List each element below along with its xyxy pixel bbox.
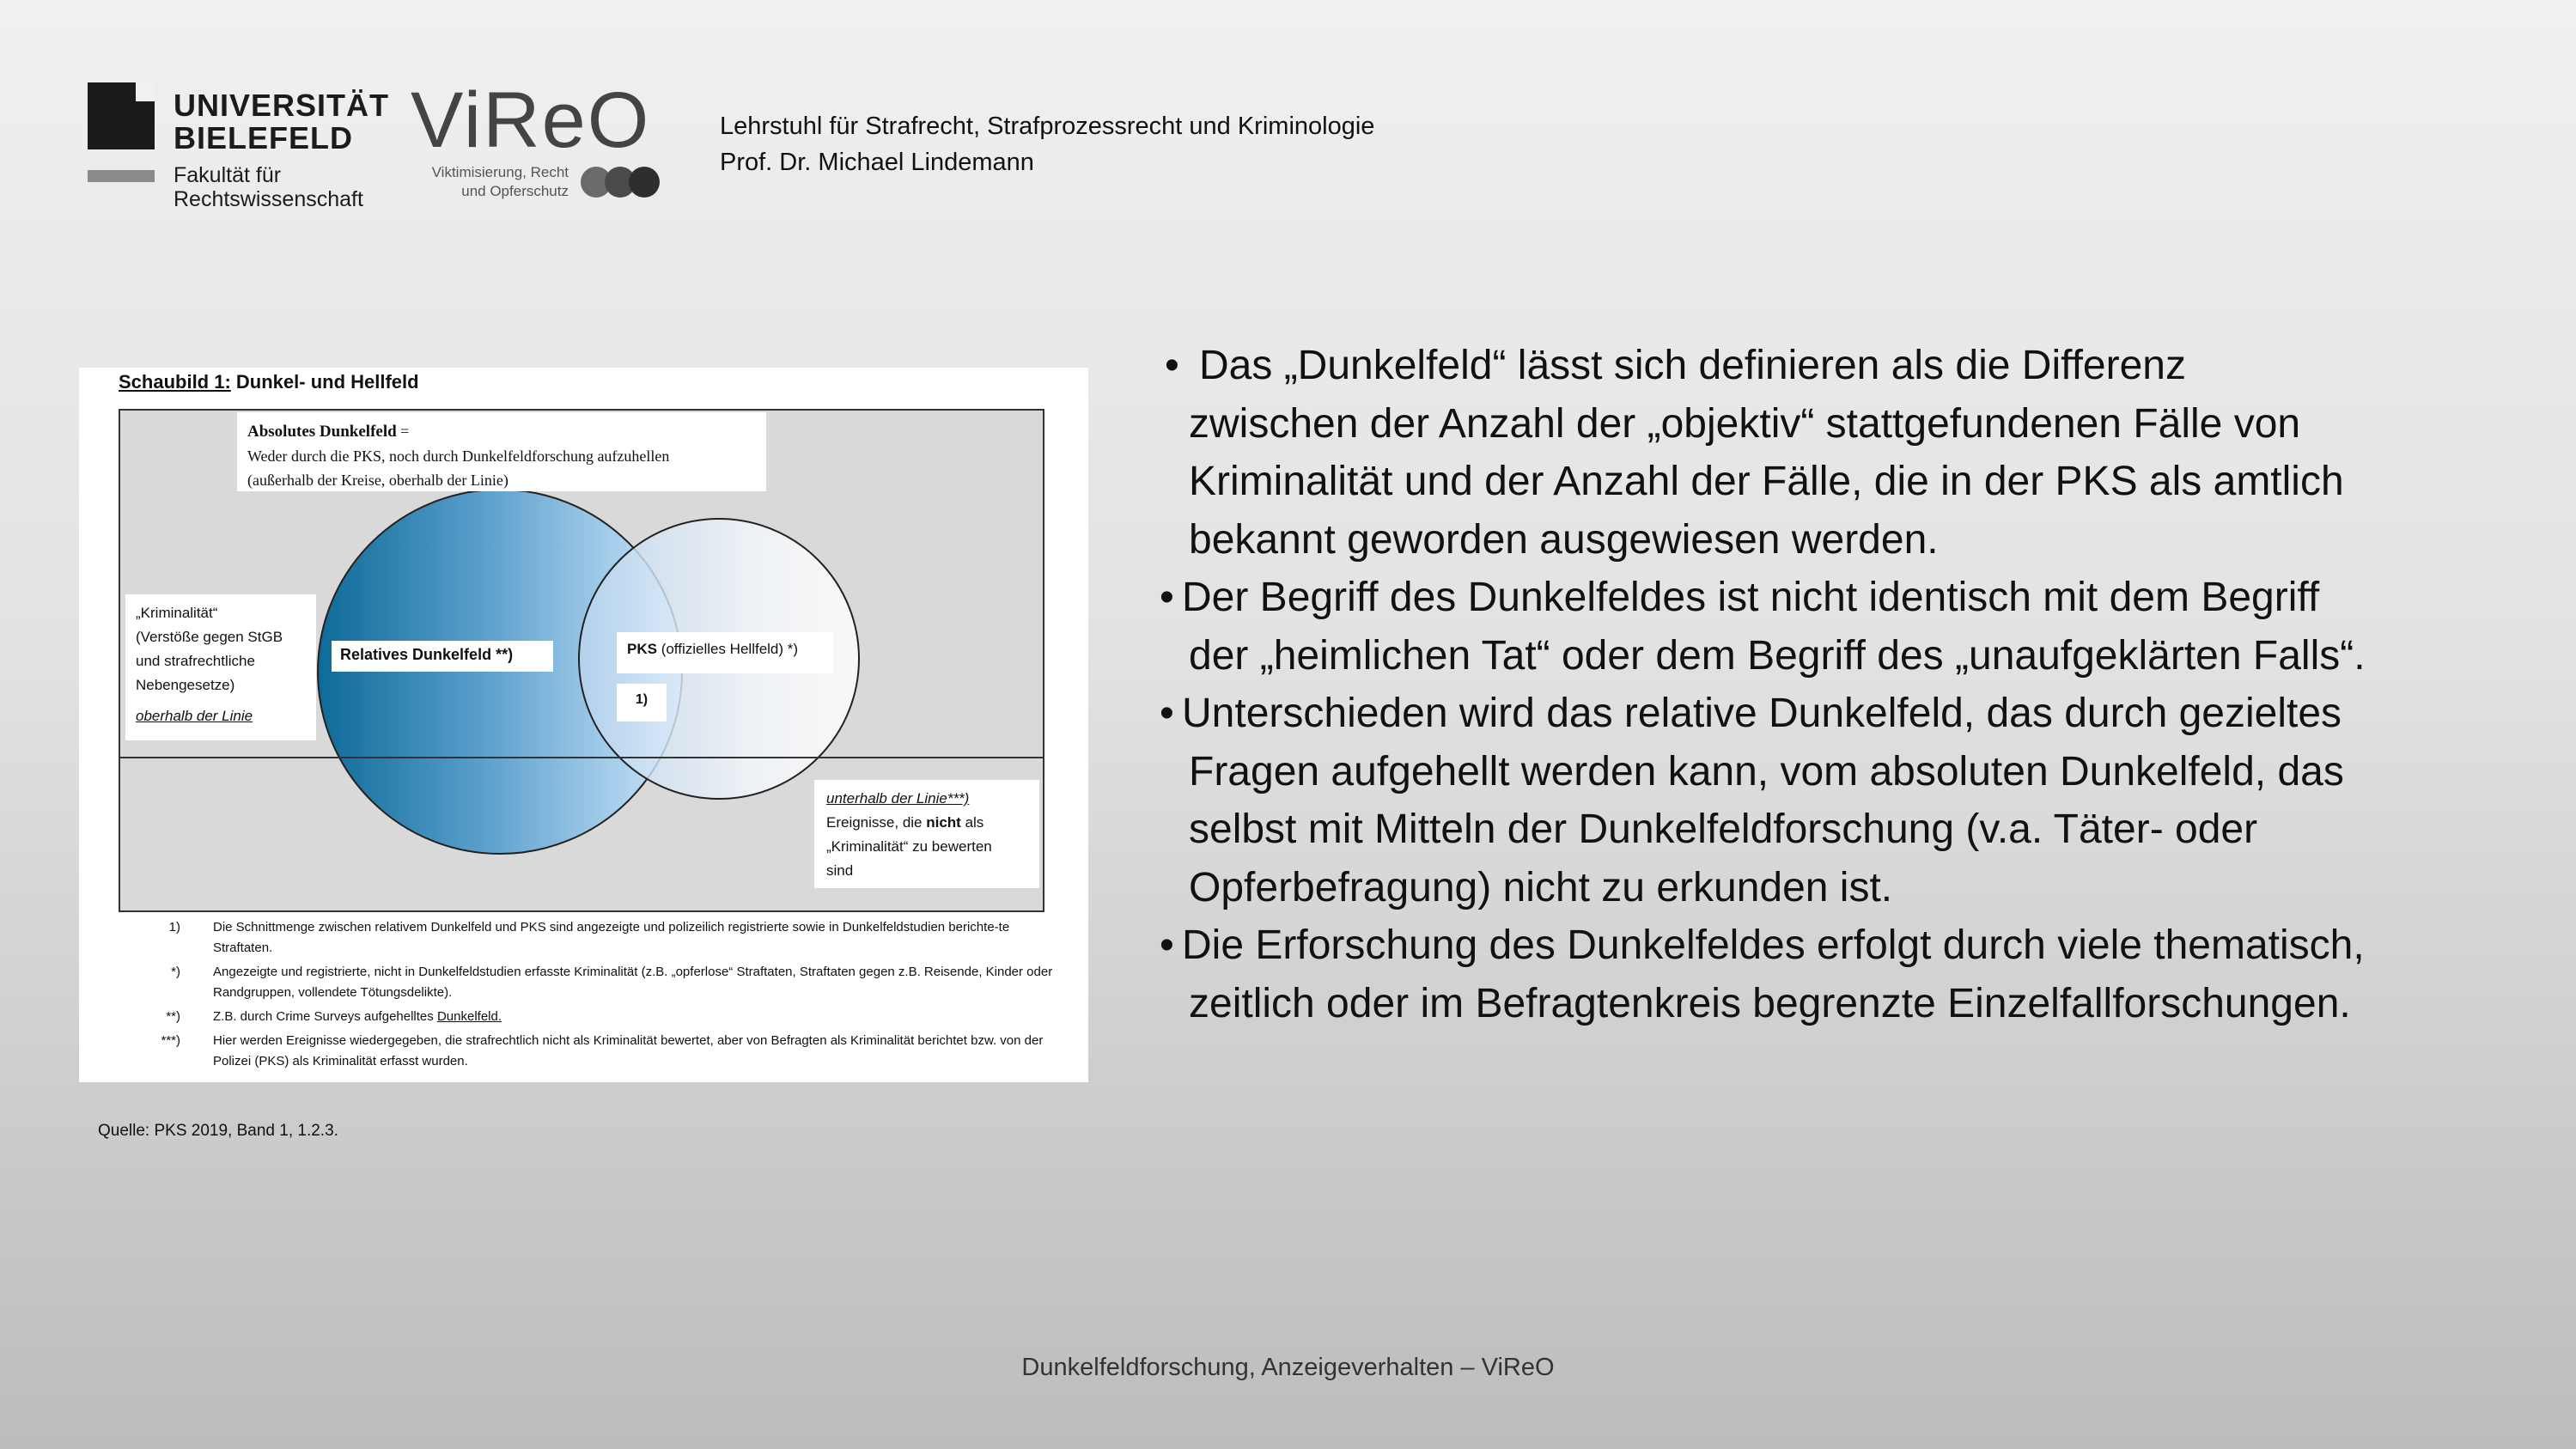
unter-line1: unterhalb der Linie***): [826, 790, 970, 807]
footnote-text-underlined: Dunkelfeld.: [436, 1009, 502, 1024]
absolute-dunkelfeld-label: [237, 412, 766, 491]
footnote: [127, 962, 1055, 1003]
bullet-item: [1160, 337, 2551, 569]
dunkelfeld-diagram: [79, 368, 1088, 1082]
bullet-line: Unterschieden wird das relative Dunkelfeld, das durch gezieltes: [1182, 691, 2342, 736]
diagram-title-prefix: Schaubild 1:: [119, 371, 231, 393]
footnote-mark: ***): [161, 1033, 180, 1048]
diagram-title-rest: Dunkel- und Hellfeld: [230, 371, 419, 393]
bullet-line: bekannt geworden ausgewiesen werden.: [1189, 516, 1939, 563]
unter-line2b: nicht: [926, 814, 961, 831]
university-name: UNIVERSITÄT BIELEFELD: [174, 88, 390, 155]
source-citation: Quelle: PKS 2019, Band 1, 1.2.3.: [98, 1122, 338, 1140]
bullet-list: [1160, 337, 2551, 1032]
footnote-mark: *): [171, 965, 180, 979]
pks-label: [617, 632, 833, 673]
krim-line3: und strafrechtliche: [136, 653, 255, 669]
absolute-title: Absolutes Dunkelfeld: [247, 423, 397, 441]
bullet-dot: •: [1160, 922, 1174, 968]
chair-title: Lehrstuhl für Strafrecht, Strafprozessrecht und Kriminologie: [720, 113, 1375, 140]
pks-rest: (offizielles Hellfeld) *): [656, 641, 799, 657]
bullet-line: Das „Dunkelfeld“ lässt sich definieren als die Differenz: [1199, 343, 2186, 388]
unter-line3: „Kriminalität“ zu bewerten: [826, 838, 992, 855]
footnote-text: Angezeigte und registrierte, nicht in Dunkelfeldstudien erfasste Kriminalität (z.B. „opferlose“ Straftaten, Straftaten gegen z.B. Reisende, Kinder oder Randgruppen, vollendete Tötungsdelikte).: [213, 965, 1053, 1000]
diagram-area: [119, 409, 1044, 912]
bullet-item: [1160, 916, 2551, 1032]
vireo-wordmark: ViReO: [411, 76, 651, 164]
relative-dunkelfeld-label: Relatives Dunkelfeld **): [332, 641, 553, 672]
bullet-dot: •: [1160, 691, 1174, 736]
chair-info: [720, 108, 1374, 180]
unter-line4: sind: [826, 862, 854, 879]
bullet-item: [1160, 569, 2551, 685]
university-logo-square: [88, 82, 155, 149]
university-logo-bar: [88, 170, 155, 182]
unterhalb-label: [814, 780, 1039, 888]
krim-line2: (Verstöße gegen StGB: [136, 629, 283, 645]
bullet-line: Die Erforschung des Dunkelfeldes erfolgt durch viele thematisch,: [1182, 922, 2365, 968]
footnote-mark: **): [166, 1009, 180, 1024]
footnote-mark: 1): [168, 920, 180, 935]
absolute-eq: =: [396, 423, 410, 440]
footnote: [127, 1007, 1055, 1027]
absolute-line1: Weder durch die PKS, noch durch Dunkelfeldforschung aufzuhellen: [247, 447, 670, 465]
bullet-line: zeitlich oder im Befragtenkreis begrenzte Einzelfallforschungen.: [1189, 980, 2351, 1026]
footnote-text: Hier werden Ereignisse wiedergegeben, die strafrechtlich nicht als Kriminalität bewertet, aber von Befragten als Kriminalität berichtet bzw. von der Polizei (PKS) als Kriminalität erfasst wurden.: [213, 1033, 1044, 1068]
bullet-line: Kriminalität und der Anzahl der Fälle, die in der PKS als amtlich: [1189, 459, 2344, 504]
footnote: [127, 917, 1055, 959]
bullet-dot: •: [1165, 343, 1179, 388]
krim-line1: „Kriminalität“: [136, 605, 218, 621]
bullet-item: [1160, 685, 2551, 916]
unter-line2c: als: [960, 814, 984, 831]
bullet-line: Der Begriff des Dunkelfeldes ist nicht identisch mit dem Begriff: [1182, 575, 2320, 620]
vireo-subtitle: Viktimisierung, Recht und Opferschutz: [431, 164, 569, 199]
diagram-footnotes: [127, 917, 1055, 1075]
unter-line2: [826, 811, 1027, 835]
bullet-line: Fragen aufgehellt werden kann, vom absoluten Dunkelfeld, das: [1189, 748, 2344, 795]
bullet-line: zwischen der Anzahl der „objektiv“ stattgefundenen Fälle von: [1189, 400, 2301, 447]
bullet-line: Opferbefragung) nicht zu erkunden ist.: [1189, 864, 1893, 910]
absolute-line2: (außerhalb der Kreise, oberhalb der Linie): [247, 472, 509, 489]
krim-line5: oberhalb der Linie: [136, 708, 253, 724]
intersection-label: 1): [617, 684, 667, 721]
diagram-title: [119, 371, 419, 393]
vireo-logo: [411, 76, 668, 211]
kriminalitaet-label: [125, 594, 316, 740]
footnote: [127, 1031, 1055, 1072]
faculty-name: Fakultät für Rechtswissenschaft: [174, 163, 363, 211]
bullet-line: der „heimlichen Tat“ oder dem Begriff des „unaufgeklärten Falls“.: [1189, 632, 2366, 679]
footnote-text: Die Schnittmenge zwischen relativem Dunkelfeld und PKS sind angezeigte und polizeilich registrierte sowie in Dunkelfeldstudien berichte-te Straftaten.: [213, 920, 1010, 955]
bullet-dot: •: [1160, 575, 1174, 620]
slide-footer: Dunkelfeldforschung, Anzeigeverhalten – ViReO: [1021, 1354, 1555, 1381]
chair-professor: Prof. Dr. Michael Lindemann: [720, 149, 1034, 176]
bullet-line: selbst mit Mitteln der Dunkelfeldforschung (v.a. Täter- oder: [1189, 807, 2258, 852]
university-logo: [88, 82, 390, 211]
vireo-circles-icon: [579, 165, 673, 199]
pks-bold: PKS: [627, 641, 657, 657]
krim-line4: Nebengesetze): [136, 677, 235, 693]
footnote-text: Z.B. durch Crime Surveys aufgehelltes: [213, 1009, 437, 1024]
unter-line2a: Ereignisse, die: [826, 814, 927, 831]
